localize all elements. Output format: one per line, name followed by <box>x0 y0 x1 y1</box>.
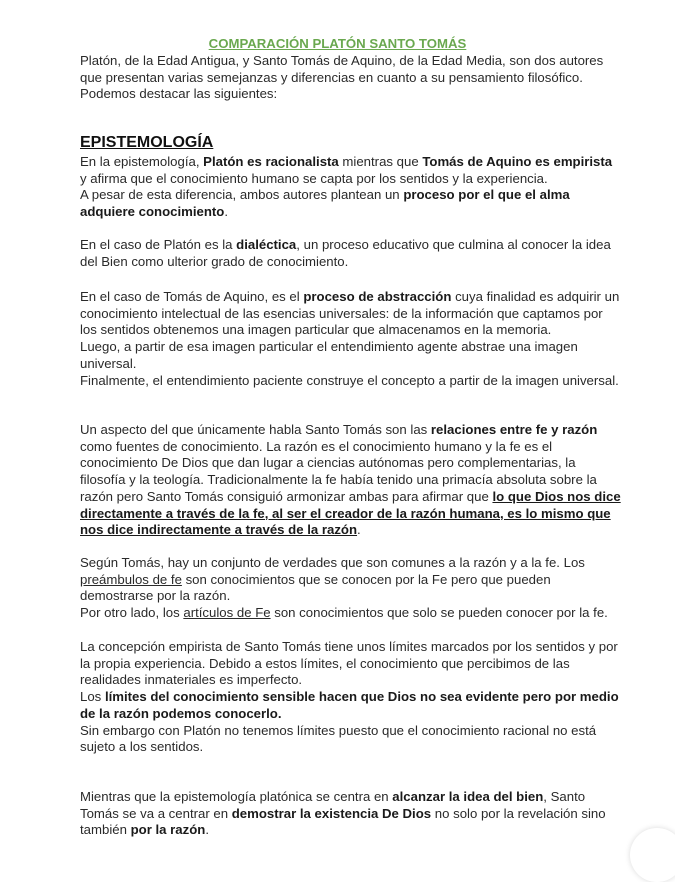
text: como fuentes de conocimiento. La razón es el conocimiento humano y la fe es el <box>80 438 553 454</box>
bold-text: por la razón <box>130 822 206 838</box>
text-line <box>80 422 660 439</box>
text: Por otro lado, los <box>80 605 184 621</box>
text-line <box>80 53 660 70</box>
bold-text: de la razón podemos conocerlo. <box>80 705 282 721</box>
text: , un proceso educativo que culmina al conocer la idea <box>296 237 611 252</box>
document-title: COMPARACIÓN PLATÓN SANTO TOMÁS <box>208 36 467 51</box>
text-line <box>80 373 660 390</box>
paragraph <box>80 422 660 539</box>
text: A pesar de esta diferencia, ambos autores plantean un <box>80 187 404 203</box>
floating-action-button[interactable] <box>630 828 675 882</box>
text-line <box>80 70 660 87</box>
text-line <box>80 322 660 339</box>
text: realidades inmateriales es imperfecto. <box>80 672 303 688</box>
text: filosofía y la teología. Tradicionalmente la fe había tenido una primacía absoluta sobre la <box>80 472 597 488</box>
text-line <box>80 689 660 706</box>
text: universal. <box>80 355 137 371</box>
text: conocimiento De Dios que dan lugar a ciencias autónomas pero complementarias, la <box>80 455 576 471</box>
underlined-text: preámbulos de fe <box>80 571 182 587</box>
section-heading-epistemologia: EPISTEMOLOGÍA <box>80 134 214 151</box>
text: sujeto a los sentidos. <box>80 739 204 755</box>
bold-text: demostrar la existencia De Dios <box>231 805 432 821</box>
text: En el caso de Tomás de Aquino, es el <box>80 289 304 304</box>
text: cuya finalidad es adquirir un <box>451 289 620 304</box>
paragraph <box>80 789 660 839</box>
text: . <box>205 822 210 838</box>
text: los sentidos obtenemos una imagen particular que almacenamos en la memoria. <box>80 322 552 338</box>
text: conocimiento intelectual de las esencias universales: de la información que captamos por <box>80 305 603 321</box>
text-line <box>80 439 660 456</box>
text: Finalmente, el entendimiento paciente construye el concepto a partir de la imagen universal. <box>80 372 619 388</box>
text-line <box>80 739 660 756</box>
text: En la epistemología, <box>80 154 204 169</box>
text: que presentan varias semejanzas y diferencias en cuanto a su pensamiento filosófico. <box>80 69 583 85</box>
text-line <box>80 723 660 740</box>
text: la propia experiencia. Debido a estos límites, el conocimiento que percibimos de las <box>80 655 570 671</box>
underlined-text: artículos de Fe <box>183 605 271 621</box>
text-line <box>80 656 660 673</box>
text-line <box>80 605 660 622</box>
bold-text: alcanzar la idea del bien <box>392 789 544 804</box>
text: Según Tomás, hay un conjunto de verdades que son comunes a la razón y a la fe. Los <box>80 555 585 570</box>
text-line <box>80 789 660 806</box>
text: Podemos destacar las siguientes: <box>80 86 278 102</box>
paragraph <box>80 53 660 103</box>
text: Sin embargo con Platón no tenemos límites puesto que el conocimiento racional no está <box>80 722 597 738</box>
text: Los <box>80 689 105 705</box>
text: y afirma que el conocimiento humano se capta por los sentidos y la experiencia. <box>80 170 548 186</box>
text: demostrarse por la razón. <box>80 588 231 604</box>
text-line <box>80 588 660 605</box>
text-line <box>80 522 660 539</box>
text-line <box>80 187 660 204</box>
paragraph <box>80 154 660 221</box>
text: no solo por la revelación sino <box>431 805 606 821</box>
text-line <box>80 639 660 656</box>
text: Luego, a partir de esa imagen particular el entendimiento agente abstrae una imagen <box>80 339 578 355</box>
text-line <box>80 204 660 221</box>
bold-text: proceso por el que el alma <box>403 187 570 203</box>
paragraph <box>80 289 660 389</box>
text: razón pero Santo Tomás consiguió armonizar ambas para afirmar que <box>80 488 493 504</box>
text: del Bien como ulterior grado de conocimiento. <box>80 253 349 269</box>
text: Tomás se va a centrar en <box>80 805 232 821</box>
bold-text: relaciones entre fe y razón <box>430 422 598 437</box>
text-line <box>80 506 660 523</box>
text: . <box>224 204 229 220</box>
text-line <box>80 822 660 839</box>
text-line <box>80 254 660 271</box>
text: La concepción empirista de Santo Tomás tiene unos límites marcados por los sentidos y por <box>80 639 618 654</box>
text-line <box>80 306 660 323</box>
text: también <box>80 822 131 838</box>
paragraph <box>80 555 660 622</box>
text-line <box>80 339 660 356</box>
text-line <box>80 672 660 689</box>
text-line <box>80 455 660 472</box>
bold-text: Tomás de Aquino es empirista <box>422 154 613 169</box>
text-line <box>80 86 660 103</box>
text: son conocimientos que solo se pueden conocer por la fe. <box>270 605 608 621</box>
bold-text: límites del conocimiento sensible hacen que Dios no sea evidente pero por medio <box>104 689 619 705</box>
bold-text: proceso de abstracción <box>303 289 452 304</box>
text-line <box>80 572 660 589</box>
bold-text: lo que Dios nos dice <box>492 488 621 504</box>
text: Un aspecto del que únicamente habla Santo Tomás son las <box>80 422 431 437</box>
bold-text: nos dice indirectamente a través de la razón <box>80 522 358 538</box>
paragraph <box>80 237 660 270</box>
text-line <box>80 289 660 306</box>
text: son conocimientos que se conocen por la Fe pero que pueden <box>181 571 551 587</box>
text-line <box>80 555 660 572</box>
text-line <box>80 489 660 506</box>
bold-text: Platón es racionalista <box>203 154 339 169</box>
text-line <box>80 806 660 823</box>
bold-text: dialéctica <box>236 237 297 252</box>
text: Platón, de la Edad Antigua, y Santo Tomás de Aquino, de la Edad Media, son dos autores <box>80 53 604 68</box>
text: . <box>357 522 361 538</box>
text-line <box>80 171 660 188</box>
text: En el caso de Platón es la <box>80 237 237 252</box>
text-line <box>80 237 660 254</box>
text: mientras que <box>338 154 423 169</box>
text-line <box>80 472 660 489</box>
text-line <box>80 706 660 723</box>
text-line <box>80 356 660 373</box>
paragraph <box>80 639 660 756</box>
bold-text: directamente a través de la fe, al ser el creador de la razón humana, es lo mismo que <box>80 505 611 521</box>
text: Mientras que la epistemología platónica se centra en <box>80 789 393 804</box>
bold-text: adquiere conocimiento <box>80 204 225 220</box>
text-line <box>80 154 660 171</box>
text: , Santo <box>543 789 586 804</box>
